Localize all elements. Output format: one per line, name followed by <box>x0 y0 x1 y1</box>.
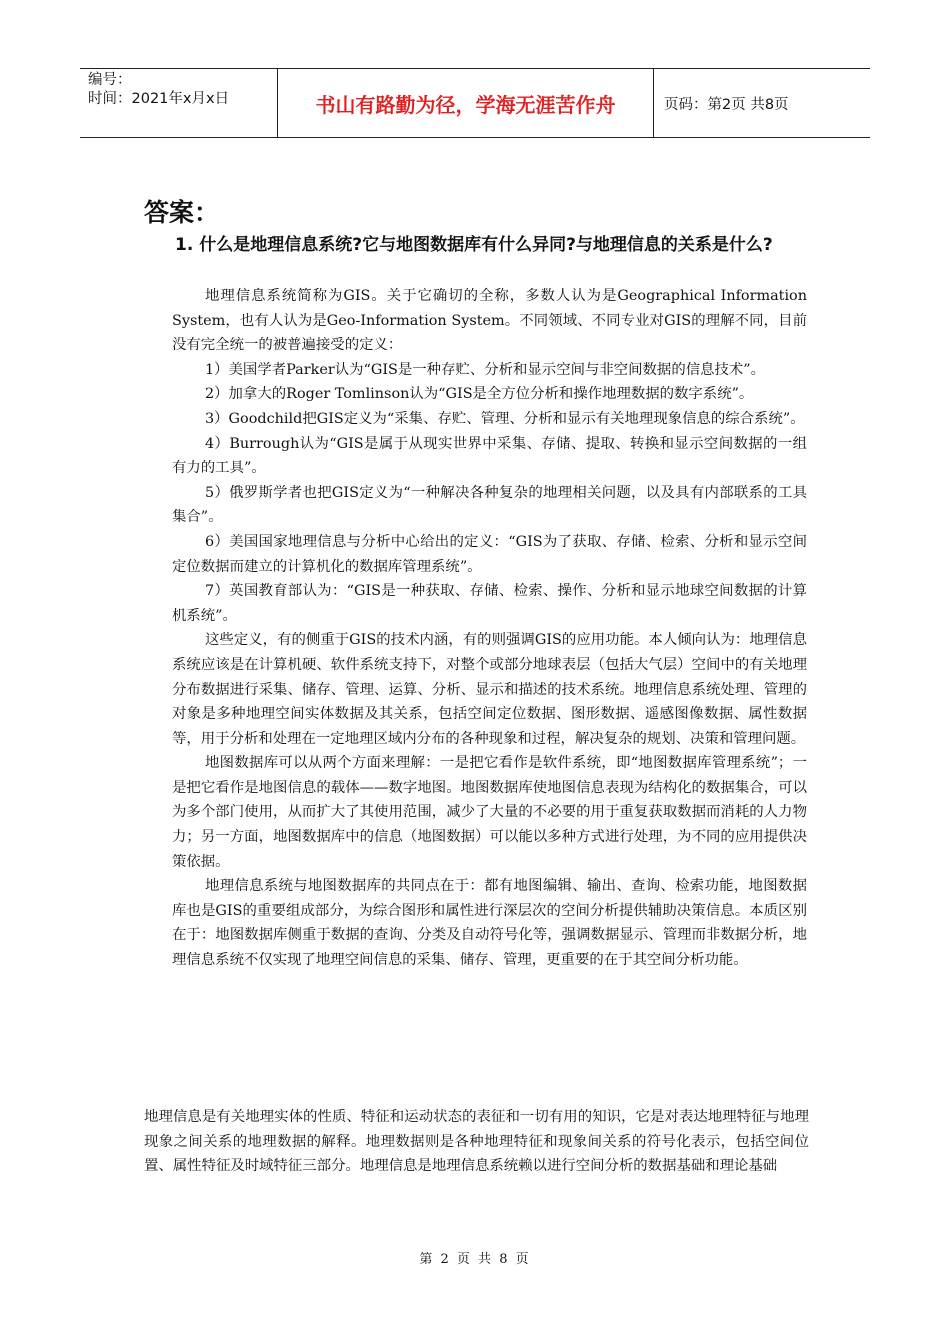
paragraph: 6）美国国家地理信息与分析中心给出的定义：“GIS为了获取、存储、检索、分析和显示空间定位数据而建立的计算机化的数据库管理系统”。 <box>172 533 807 575</box>
paragraph: 7）英国教育部认为：“GIS是一种获取、存储、检索、操作、分析和显示地球空间数据的计算机系统”。 <box>172 583 807 624</box>
time-label: 时间：2021年x月x日 <box>88 91 230 107</box>
paragraph: 3）Goodchild把GIS定义为“采集、存贮、管理、分析和显示有关地理现象信息的综合系统”。 <box>205 410 805 427</box>
paragraph: 地理信息是有关地理实体的性质、特征和运动状态的表征和一切有用的知识，它是对表达地理特征与地理现象之间关系的地理数据的解释。地理数据则是各种地理特征和现象间关系的符号化表示，包括空间位置、属性特征及时域特征三部分。地理信息是地理信息系统赖以进行空间分析的数据基础和理论基础 <box>144 1109 809 1175</box>
paragraph: 这些定义，有的侧重于GIS的技术内涵，有的则强调GIS的应用功能。本人倾向认为：地理信息系统应该是在计算机硬、软件系统支持下，对整个或部分地球表层（包括大气层）空间中的有关地理分布数据进行采集、储存、管理、运算、分析、显示和描述的技术系统。地理信息系统处理、管理的对象是多种地理空间实体数据及其关系，包括空间定位数据、图形数据、遥感图像数据、属性数据等，用于分析和处理在一定地理区域内分布的各种现象和过程，解决复杂的规划、决策和管理问题。 <box>172 632 807 747</box>
header-motto: 书山有路勤为径，学海无涯苦作舟 <box>277 69 654 137</box>
header-meta <box>80 69 277 137</box>
paragraph: 4）Burrough认为“GIS是属于从现实世界中采集、存储、提取、转换和显示空间数据的一组有力的工具”。 <box>172 435 807 477</box>
answer-title: 答案： <box>144 198 220 227</box>
header-page-label: 页码：第2页 共8页 <box>664 96 789 113</box>
question-heading: 1. 什么是地理信息系统?它与地图数据库有什么异同?与地理信息的关系是什么? <box>175 235 773 255</box>
page-footer: 第 2 页 共 8 页 <box>419 1252 531 1267</box>
paragraph: 地图数据库可以从两个方面来理解：一是把它看作是软件系统，即“地图数据库管理系统”；一是把它看作是地图信息的载体——数字地图。地图数据库使地图信息表现为结构化的数据集合，可以为多个部门使用，从而扩大了其使用范围，减少了大量的不必要的用于重复获取数据而消耗的人力物力；另一方面，地图数据库中的信息（地图数据）可以能以多种方式进行处理，为不同的应用提供决策依据。 <box>172 755 807 870</box>
closing-paragraph <box>144 1105 809 1179</box>
paragraph: 2）加拿大的Roger Tomlinson认为“GIS是全方位分析和操作地理数据的数字系统”。 <box>205 386 754 403</box>
paragraph: 1）美国学者Parker认为“GIS是一种存贮、分析和显示空间与非空间数据的信息技术”。 <box>205 361 766 378</box>
number-label: 编号： <box>88 72 132 88</box>
paragraph: 地理信息系统简称为GIS。关于它确切的全称，多数人认为是Geographical Information System，也有人认为是Geo-Information System。不同领域、不同专业对GIS的理解不同，目前没有完全统一的被普遍接受的定义： <box>172 288 807 354</box>
answer-body <box>172 284 807 973</box>
paragraph: 5）俄罗斯学者也把GIS定义为“一种解决各种复杂的地理相关问题，以及具有内部联系的工具集合”。 <box>172 484 807 526</box>
paragraph: 地理信息系统与地图数据库的共同点在于：都有地图编辑、输出、查询、检索功能，地图数据库也是GIS的重要组成部分，为综合图形和属性进行深层次的空间分析提供辅助决策信息。本质区别在于：地图数据库侧重于数据的查询、分类及自动符号化等，强调数据显示、管理而非数据分析，地理信息系统不仅实现了地理空间信息的采集、储存、管理，更重要的在于其空间分析功能。 <box>172 878 807 969</box>
page-header <box>80 68 870 138</box>
